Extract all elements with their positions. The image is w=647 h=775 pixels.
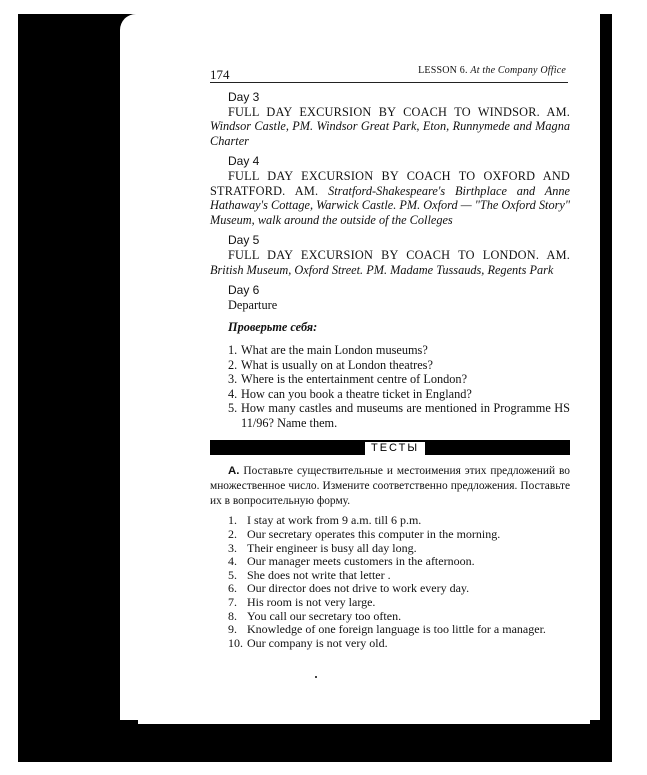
list-item <box>228 582 570 596</box>
task-text: Поставьте существительные и местоимения этих предложений во множественное число. Измените соответственно предложения. Поставьте их в вопросительную форму. <box>210 465 570 507</box>
departure-text: Departure <box>228 297 278 312</box>
list-item <box>228 387 570 402</box>
day-text <box>210 169 570 227</box>
question-text: How many castles and museums are mentioned in Programme HS 11/96? Name them. <box>241 401 570 430</box>
itinerary <box>210 90 570 430</box>
exercise-text: She does not write that letter . <box>247 567 391 582</box>
question-text: Where is the entertainment centre of London? <box>241 372 468 387</box>
list-item <box>228 596 570 610</box>
day-block <box>210 154 570 227</box>
list-item <box>228 569 570 583</box>
day-text <box>210 105 570 149</box>
exercise-number: 5. <box>228 567 237 582</box>
exercise-number: 1. <box>228 513 237 528</box>
check-yourself-title: Проверьте себя: <box>228 320 318 335</box>
tests-section <box>210 464 570 650</box>
running-title-prefix: LESSON 6. <box>418 65 471 76</box>
day-block <box>210 233 570 277</box>
exercise-text: Our company is not very old. <box>247 635 388 650</box>
exercise-number: 2. <box>228 526 237 541</box>
exercise-list <box>210 514 570 650</box>
list-item <box>228 343 570 358</box>
day-label: Day 4 <box>228 154 260 169</box>
task-instructions <box>210 464 570 508</box>
task-letter: А. <box>228 465 240 477</box>
tests-label: ТЕСТЫ <box>365 442 425 455</box>
list-item <box>228 637 570 651</box>
list-item <box>228 514 570 528</box>
question-number: 2. <box>228 357 238 372</box>
day-details: Stratford-Shakespeare's Birthplace and Anne Hathaway's Cottage, Warwick Castle. PM. Oxford — "The Oxford Story" Museum, walk around the outside of the Colleges <box>210 183 570 227</box>
page-number: 174 <box>210 67 230 82</box>
list-item <box>228 528 570 542</box>
question-number: 3. <box>228 372 238 387</box>
exercise-text: Our secretary operates this computer in the morning. <box>247 526 501 541</box>
exercise-text: I stay at work from 9 a.m. till 6 p.m. <box>247 513 422 528</box>
running-title <box>418 65 566 76</box>
scan-shadow-bottom <box>18 724 612 762</box>
day-caps: FULL DAY EXCURSION BY COACH TO OXFORD AND STRATFORD. AM. <box>210 168 570 198</box>
day-text <box>210 248 570 277</box>
day-caps: FULL DAY EXCURSION BY COACH TO LONDON. AM. <box>228 247 570 262</box>
exercise-text: His room is not very large. <box>247 594 376 609</box>
question-number: 4. <box>228 386 238 401</box>
day-details: Windsor Castle, PM. Windsor Great Park, Eton, Runnymede and Magna Charter <box>210 119 570 148</box>
question-number: 1. <box>228 342 238 357</box>
list-item <box>228 542 570 556</box>
exercise-text: Our manager meets customers in the afternoon. <box>247 554 475 569</box>
day-block <box>210 283 570 312</box>
day-label: Day 3 <box>228 90 260 104</box>
running-title-italic: At the Company Office <box>470 65 566 76</box>
list-item <box>228 401 570 430</box>
day-label: Day 6 <box>228 283 260 298</box>
exercise-number: 8. <box>228 608 237 623</box>
day-caps: FULL DAY EXCURSION BY COACH TO WINDSOR. AM. <box>228 104 570 119</box>
exercise-text: You call our secretary too often. <box>247 608 402 623</box>
page-header <box>210 64 568 83</box>
exercise-number: 3. <box>228 540 237 555</box>
list-item <box>228 623 570 637</box>
exercise-number: 7. <box>228 594 237 609</box>
day-label: Day 5 <box>228 233 260 248</box>
exercise-number: 9. <box>228 622 237 637</box>
day-block <box>210 90 570 148</box>
list-item <box>228 358 570 373</box>
question-text: What are the main London museums? <box>241 342 428 357</box>
exercise-number: 10. <box>228 635 243 650</box>
scan-speck <box>315 676 317 678</box>
exercise-text: Our director does not drive to work every day. <box>247 581 470 596</box>
list-item <box>228 555 570 569</box>
tests-banner <box>210 440 570 455</box>
exercise-text: Knowledge of one foreign language is too little for a manager. <box>247 622 546 637</box>
day-details: British Museum, Oxford Street. PM. Madame Tussauds, Regents Park <box>210 262 554 277</box>
exercise-number: 6. <box>228 581 237 596</box>
question-number: 5. <box>228 401 238 416</box>
exercise-number: 4. <box>228 554 237 569</box>
list-item <box>228 372 570 387</box>
question-list <box>210 343 570 431</box>
question-text: How can you book a theatre ticket in England? <box>241 386 472 401</box>
question-text: What is usually on at London theatres? <box>241 357 433 372</box>
list-item <box>228 610 570 624</box>
exercise-text: Their engineer is busy all day long. <box>247 540 417 555</box>
